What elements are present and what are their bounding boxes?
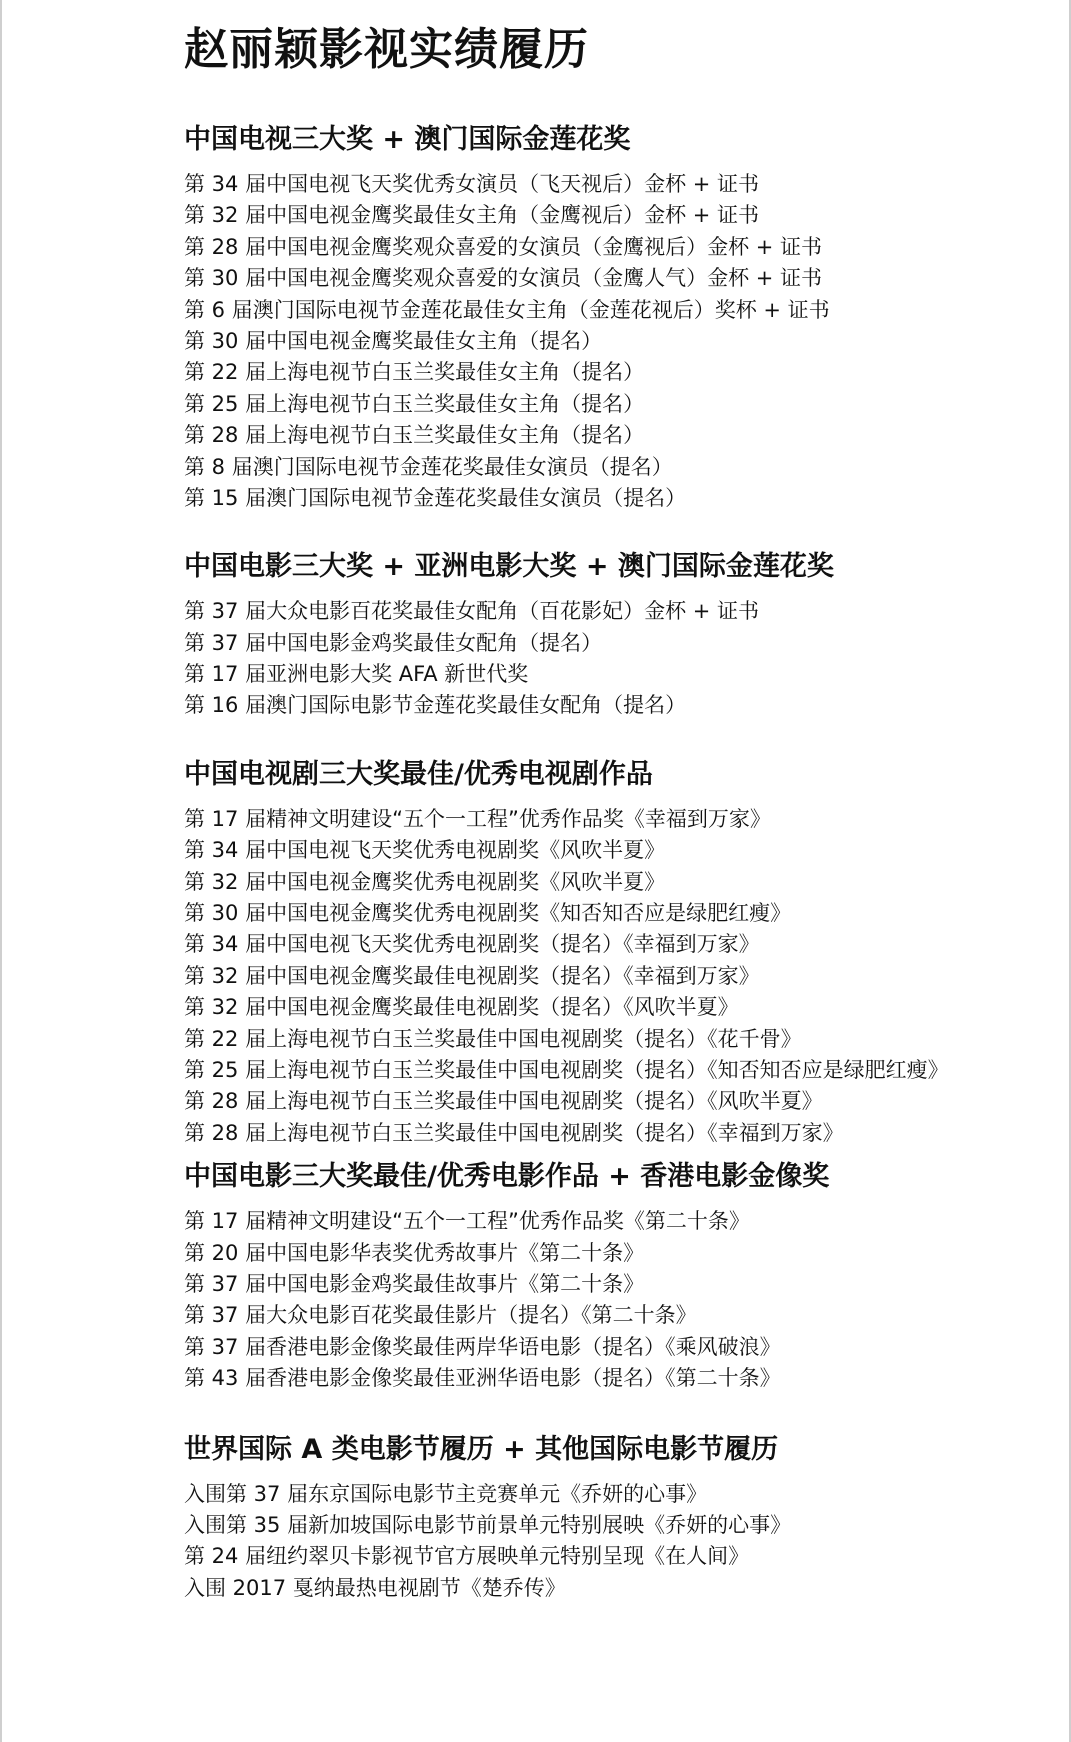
- award-item: 第 25 届上海电视节白玉兰奖最佳中国电视剧奖（提名）《知否知否应是绿肥红瘦》: [184, 1057, 949, 1082]
- section-heading: 中国电视剧三大奖最佳/优秀电视剧作品: [184, 758, 653, 790]
- page-title: 赵丽颖影视实绩履历: [184, 24, 589, 75]
- award-item: 第 22 届上海电视节白玉兰奖最佳女主角（提名）: [184, 360, 645, 385]
- award-item: 第 8 届澳门国际电视节金莲花奖最佳女演员（提名）: [184, 454, 673, 479]
- award-sections: [184, 120, 1054, 1604]
- award-item: 第 24 届纽约翠贝卡影视节官方展映单元特别呈现《在人间》: [184, 1544, 750, 1569]
- award-item: 入围第 37 届东京国际电影节主竞赛单元《乔妍的心事》: [184, 1481, 708, 1506]
- award-item: 第 28 届上海电视节白玉兰奖最佳中国电视剧奖（提名）《幸福到万家》: [184, 1120, 844, 1145]
- award-item: 第 17 届亚洲电影大奖 AFA 新世代奖: [184, 662, 529, 687]
- section-heading: 中国电影三大奖最佳/优秀电影作品 + 香港电影金像奖: [184, 1161, 830, 1193]
- award-item: 第 20 届中国电影华表奖优秀故事片《第二十条》: [184, 1240, 645, 1265]
- award-item: 第 37 届中国电影金鸡奖最佳故事片《第二十条》: [184, 1271, 645, 1296]
- award-item: 第 37 届香港电影金像奖最佳两岸华语电影（提名）《乘风破浪》: [184, 1334, 781, 1359]
- section-heading: 中国电影三大奖 + 亚洲电影大奖 + 澳门国际金莲花奖: [184, 551, 834, 583]
- award-section: [184, 120, 1054, 514]
- award-item: 第 30 届中国电视金鹰奖优秀电视剧奖《知否知否应是绿肥红瘦》: [184, 901, 792, 926]
- section-heading: 世界国际 A 类电影节履历 + 其他国际电影节履历: [184, 1433, 779, 1465]
- award-item: 第 37 届中国电影金鸡奖最佳女配角（提名）: [184, 630, 603, 655]
- award-item: 第 30 届中国电视金鹰奖观众喜爱的女演员（金鹰人气）金杯 + 证书: [184, 266, 823, 291]
- award-item: 第 15 届澳门国际电视节金莲花奖最佳女演员（提名）: [184, 485, 687, 510]
- award-item: 第 28 届中国电视金鹰奖观众喜爱的女演员（金鹰视后）金杯 + 证书: [184, 234, 823, 259]
- award-item: 第 32 届中国电视金鹰奖最佳电视剧奖（提名）《幸福到万家》: [184, 963, 760, 988]
- award-item: 第 17 届精神文明建设“五个一工程”优秀作品奖《第二十条》: [184, 1209, 750, 1234]
- award-item: 第 32 届中国电视金鹰奖最佳女主角（金鹰视后）金杯 + 证书: [184, 203, 760, 228]
- award-item: 第 6 届澳门国际电视节金莲花最佳女主角（金莲花视后）奖杯 + 证书: [184, 297, 830, 322]
- award-item: 第 37 届大众电影百花奖最佳影片（提名）《第二十条》: [184, 1303, 697, 1328]
- award-section: [184, 547, 1054, 722]
- award-item: 第 34 届中国电视飞天奖优秀电视剧奖《风吹半夏》: [184, 838, 666, 863]
- award-item: 第 25 届上海电视节白玉兰奖最佳女主角（提名）: [184, 391, 645, 416]
- award-item: 第 43 届香港电影金像奖最佳亚洲华语电影（提名）《第二十条》: [184, 1366, 781, 1391]
- award-item: 第 30 届中国电视金鹰奖最佳女主角（提名）: [184, 328, 603, 353]
- document-content: [184, 18, 1054, 1604]
- award-item: 第 28 届上海电视节白玉兰奖最佳女主角（提名）: [184, 423, 645, 448]
- award-item: 第 28 届上海电视节白玉兰奖最佳中国电视剧奖（提名）《风吹半夏》: [184, 1089, 823, 1114]
- award-item: 第 17 届精神文明建设“五个一工程”优秀作品奖《幸福到万家》: [184, 806, 771, 831]
- award-item: 第 16 届澳门国际电影节金莲花奖最佳女配角（提名）: [184, 693, 687, 718]
- award-item: 第 32 届中国电视金鹰奖最佳电视剧奖（提名）《风吹半夏》: [184, 995, 739, 1020]
- award-item: 第 34 届中国电视飞天奖优秀女演员（飞天视后）金杯 + 证书: [184, 172, 760, 196]
- award-section: [184, 1430, 1054, 1605]
- award-item: 第 32 届中国电视金鹰奖优秀电视剧奖《风吹半夏》: [184, 869, 666, 894]
- award-section: [184, 755, 1054, 1149]
- award-item: 第 34 届中国电视飞天奖优秀电视剧奖（提名）《幸福到万家》: [184, 932, 760, 957]
- award-item: 第 22 届上海电视节白玉兰奖最佳中国电视剧奖（提名）《花千骨》: [184, 1026, 802, 1051]
- award-section: [184, 1157, 1054, 1394]
- award-item: 入围 2017 戛纳最热电视剧节《楚乔传》: [184, 1575, 566, 1600]
- section-heading: 中国电视三大奖 + 澳门国际金莲花奖: [184, 124, 631, 155]
- award-item: 第 37 届大众电影百花奖最佳女配角（百花影妃）金杯 + 证书: [184, 599, 760, 624]
- award-item: 入围第 35 届新加坡国际电影节前景单元特别展映《乔妍的心事》: [184, 1512, 792, 1537]
